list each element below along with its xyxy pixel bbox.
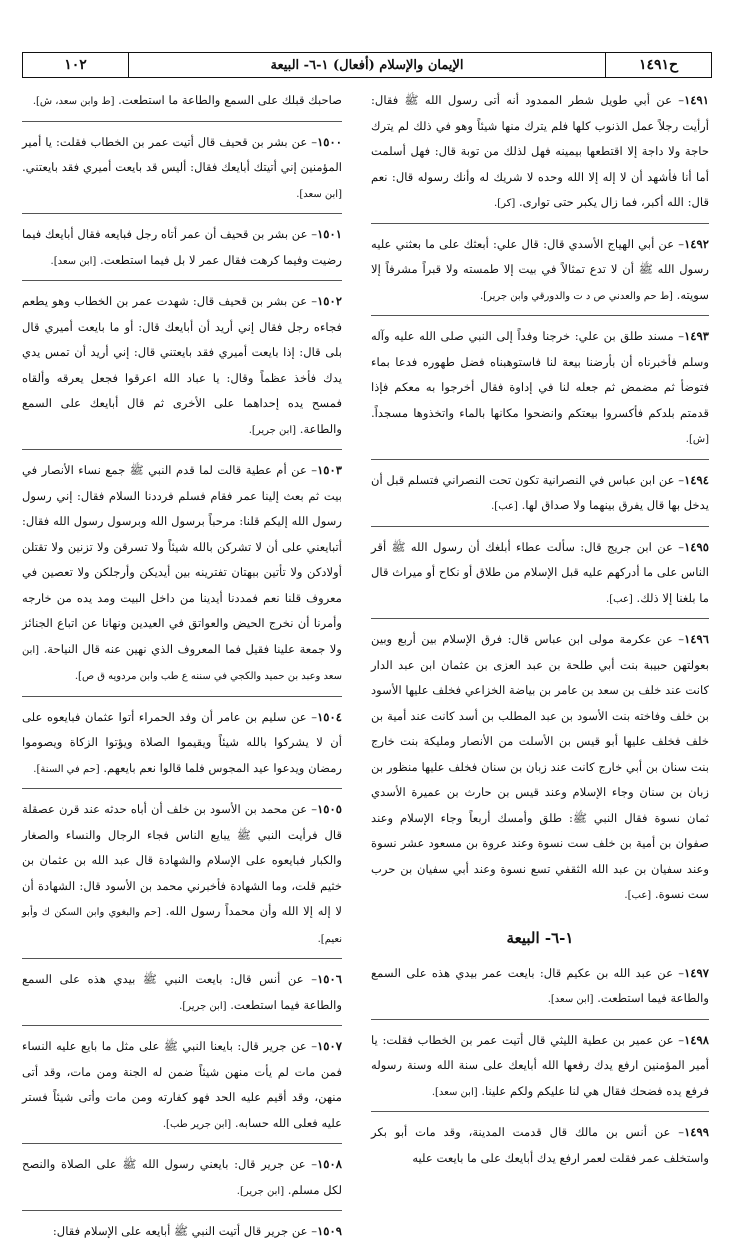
- hadith-entry: [22, 967, 342, 1019]
- hadith-entry: [22, 88, 342, 115]
- entry-source: [ابن سعد].: [431, 1086, 478, 1098]
- volume-marker: ح١٤٩١: [605, 53, 711, 77]
- entry-number: ١٥٠٠: [317, 134, 342, 149]
- hadith-entry: [22, 1034, 342, 1137]
- entry-source: [ابن جرير طب].: [162, 1118, 232, 1130]
- hadith-entry: [22, 289, 342, 443]
- hadith-entry: [371, 535, 709, 613]
- entry-text: – عن أبي الهياج الأسدي قال: قال علي: أبعثك على ما بعثني عليه رسول الله ﷺ أن لا تدع تمثالاً في بيت إلا طمسته ولا قبراً مشرفاً إلا سويته.: [371, 236, 709, 302]
- hadith-entry: [22, 797, 342, 952]
- entry-number: ١٥٠٧: [317, 1039, 342, 1053]
- entry-number: ١٤٩٢: [684, 236, 709, 251]
- entry-divider: [371, 618, 709, 619]
- entry-source: [حم في السنة].: [33, 763, 100, 775]
- entry-text: – عن عمير بن عطية الليثي قال أتيت عمر بن الخطاب فقلت: يا أمير المؤمنين ارفع يدك رفعها الله أبايعك على سنة الله وسنة رسوله فرفع يده فضحك فقال هي لنا عليكم ولكم علينا.: [371, 1032, 709, 1098]
- entry-number: ١٥٠١: [317, 227, 342, 241]
- entry-text: – عن أم عطية قالت لما قدم النبي ﷺ جمع نساء الأنصار في بيت ثم بعث إلينا عمر فقام فسلم فرددنا السلام فقال: إني رسول رسول الله إليكم قلنا: مرحباً برسول الله وبرسول رسول الله فقال: أتبايعني على أن لا تشركن بالله شيئاً ولا تسرقن ولا تزنين ولا تقتلن أولادكن ولا تأتين ببهتان تفترينه بين أيديكن وأرجلكن ولا تعصين في معروف قلنا نعم فمددنا أيدينا من داخل البيت ومد يده من خارجه وأمرنا أن نخرج الحيض والعواتق في العيدين ونهانا عن اتباع الجنائز ولا جمعة علينا فقيل فما المعروف الذي نهين عنه قال النياحة.: [22, 463, 343, 656]
- entry-source: [عب].: [624, 890, 652, 901]
- hadith-entry: [371, 627, 709, 909]
- entry-divider: [22, 1025, 342, 1026]
- entry-text: – عن محمد بن الأسود بن خلف أن أباه حدثه عند قرن عصقلة قال فرأيت النبي ﷺ يبايع الناس فجاء الرجال والنساء والصغار والكبار فبايعوه على الإسلام والشهادة قال عبد الله بن عثمان بن خثيم قلت، وما الشهادة فأخبرني محمد بن الأسود قال: الشهادة أن لا إله إلا الله وأن محمداً رسول الله.: [22, 802, 342, 918]
- entry-number: ١٥٠٦: [317, 972, 342, 986]
- entry-divider: [22, 280, 342, 281]
- entry-source: [ط وابن سعد، ش].: [32, 96, 115, 107]
- entry-number: ١٤٩١: [684, 93, 709, 107]
- entry-divider: [371, 1019, 709, 1020]
- entry-divider: [371, 223, 709, 224]
- entry-text: – عن جرير قال أتيت النبي ﷺ أبايعه على الإسلام فقال:: [52, 1224, 318, 1238]
- entry-divider: [22, 1143, 342, 1144]
- entry-text: – عن جرير قال: بايعنا النبي ﷺ على مثل ما بايع عليه النساء فمن مات لم يأت منهن شيئاً ضمن له الجنة ومن مات، وقد أتى منهن، وقد أقيم عليه الحد فهو كفارته ومن مات وأتى شيئاً فستر عليه فعلى الله حسابه.: [22, 1039, 342, 1130]
- entry-number: ١٥٠٤: [317, 709, 342, 724]
- entry-source: [عب].: [606, 593, 633, 605]
- entry-text: – عن سليم بن عامر أن وفد الحمراء أتوا عثمان فبايعوه على أن لا يشركوا بالله شيئاً ويقيموا الصلاة ويؤتوا الزكاة ويصوموا رمضان ويدعوا عيد المجوس فلما قالوا نعم بايعهم.: [22, 709, 342, 775]
- entry-number: ١٥٠٢: [317, 294, 342, 308]
- entry-source: [ابن سعد].: [50, 255, 97, 267]
- entry-source: [ط حم والعدني ص د ت والدورقي وابن جرير].: [479, 290, 673, 302]
- entry-number: ١٤٩٧: [684, 965, 709, 980]
- entry-text: – مسند طلق بن علي: خرجنا وفداً إلى النبي صلى الله عليه وآله وسلم فأخبرناه أن بأرضنا بيعة لنا فاستوهبناه فضل طهوره فدعا بماء فتوضأ ثم مضمض ثم جعله لنا في إداوة فقال أخرجوا به معكم فإذا قدمتم بلدكم فأكسروا بيعتكم وانضحوا مكانها بالماء واتخذوها مسجداً.: [371, 329, 709, 420]
- entry-divider: [371, 526, 709, 527]
- hadith-entry: [371, 1028, 709, 1106]
- entry-number: ١٤٩٥: [684, 539, 709, 554]
- entry-number: ١٥٠٣: [317, 463, 342, 477]
- entry-text: – عن عبد الله بن عكيم قال: بايعت عمر بيدي هذه على السمع والطاعة فيما استطعت.: [371, 965, 709, 1005]
- running-title: الإيمان والإسلام (أفعال) ١-٦- البيعة: [128, 53, 605, 77]
- entry-source: [ابن سعد].: [296, 188, 342, 200]
- entry-number: ١٤٩٣: [684, 329, 709, 343]
- entry-text: – عن أنس قال: بايعت النبي ﷺ بيدي هذه على السمع والطاعة فيما استطعت.: [22, 972, 342, 1012]
- hadith-entry: [371, 324, 709, 453]
- entry-number: ١٤٩٦: [684, 632, 709, 646]
- entry-source: [ابن جرير].: [236, 1185, 285, 1197]
- entry-source: [ش].: [685, 434, 709, 445]
- entry-text: – عن ابن عباس في النصرانية تكون تحت النصراني فتسلم قبل أن يدخل بها قال يفرق بينهما ولا صداق لها.: [371, 472, 709, 512]
- hadith-entry: [371, 1120, 709, 1171]
- entry-number: ١٤٩٩: [684, 1125, 709, 1139]
- entry-text: – عن عكرمة مولى ابن عباس قال: فرق الإسلام بين أربع وبين بعولتهن حبيبة بنت أبي طلحة بن عبد العزى بن عثمان ابن عبد الدار كانت عند خلف بن سعد بن عامر بن بياضة الخزاعي فخلف عليها الأسود بن خلف وفاخته بنت الأسود بن عبد المطلب بن أسد كانت عند أمية بن خلف فخلف عليها أبو قيس بن الأسلت من الأنصار ومليكة بنت خارج بنت سنان بن أبي خارج كانت عند زبان بن سنان فخلف عليها منظور بن زبان بن سنان وجاء الإسلام وعند قيس بن حارث بن عميرة الأسدي ثمان نسوة فقال النبي ﷺ: طلق وأمسك أربعاً وجاء الإسلام وعند صفوان بن أمية بن خلف ست نسوة وعند عروة بن مسعود عشر نسوة وعند سفيان بن عبد الله الثقفي تسع نسوة وعند أبي سفيان بن حرب ست نسوة.: [371, 632, 709, 901]
- entry-text: – عن بشر بن قحيف قال: شهدت عمر بن الخطاب وهو يطعم فجاءه رجل فقال إني أريد أن أبايعك قال: أو ما بايعت أميري قال بلى قال: إذا بايعت أميري فقد بايعتني قال: إني أريد أن تمس يدي يدك فأخذ عظماً وقال: يا عباد الله اعرقوا فجعل يعرقه وألقاه فمسح يده إحداهما على الأخرى ثم قال أبايعك على السمع والطاعة.: [22, 294, 342, 436]
- hadith-entry: [22, 130, 342, 208]
- left-column: [22, 88, 343, 1238]
- entry-divider: [371, 1111, 709, 1112]
- hadith-entry: [371, 468, 709, 520]
- entry-number: ١٤٩٤: [684, 472, 709, 487]
- hadith-entry: [371, 232, 709, 310]
- entry-source: [عب].: [491, 501, 518, 512]
- entry-source: [ابن جرير].: [248, 424, 297, 436]
- entry-source: [ابن سعد].: [547, 994, 594, 1005]
- entry-text: – عن ابن جريج قال: سألت عطاء أبلغك أن رسول الله ﷺ أقر الناس على ما أدركهم عليه قبل الإسلام من طلاق أو نكاح أو ميراث قال ما بلغنا إلا ذلك.: [371, 539, 709, 605]
- entry-divider: [22, 696, 342, 697]
- entry-divider: [22, 213, 342, 214]
- entry-text: – عن جرير قال: بايعني رسول الله ﷺ على الصلاة والنصح لكل مسلم.: [22, 1157, 342, 1197]
- hadith-entry: [371, 88, 709, 217]
- page-number: ١٠٢: [64, 57, 87, 73]
- hadith-entry: [371, 961, 709, 1013]
- entry-divider: [22, 449, 342, 450]
- entry-source: [حم والبغوي وابن السكن ك وأبو نعيم].: [22, 907, 342, 945]
- hadith-entry: [22, 1219, 342, 1245]
- entry-divider: [371, 315, 709, 316]
- entry-number: ١٥٠٨: [317, 1157, 342, 1171]
- entry-source: [كر].: [493, 198, 516, 209]
- entry-source: [ابن جرير].: [179, 1000, 227, 1012]
- entry-text: – عن أنس بن مالك قال قدمت المدينة، وقد مات أبو بكر واستخلف عمر فقلت لعمر ارفع يدك أبايعك على ما بايعت عليه: [371, 1125, 709, 1165]
- hadith-entry: [22, 222, 342, 274]
- hadith-entry: [22, 705, 342, 783]
- entry-number: ١٥٠٩: [317, 1224, 342, 1238]
- entry-divider: [22, 121, 342, 122]
- entry-number: ١٤٩٨: [684, 1032, 709, 1047]
- entry-text: – عن أبي طويل شطر الممدود أنه أتى رسول الله ﷺ فقال: أرأيت رجلاً عمل الذنوب كلها فلم يترك منها شيئاً وهو في ذلك لم يترك حاجة ولا داجة إلا اقتطعها بيمينه فهل لذلك من توبة قال: فهل أسلمت أما أنا فأشهد أن لا إله إلا الله وحده لا شريك له وأنك رسوله قال: نعم قال: الله أكبر، فما زال يكبر حتى توارى.: [371, 93, 709, 209]
- section-title: ١-٦- البيعة: [506, 928, 574, 947]
- entry-divider: [22, 1210, 342, 1211]
- hadith-entry: [22, 1152, 342, 1204]
- page-header: [22, 52, 712, 78]
- hadith-entry: [22, 458, 342, 690]
- entry-divider: [22, 958, 342, 959]
- entry-divider: [22, 788, 342, 789]
- entry-text: – عن بشر بن قحيف أن عمر أتاه رجل فبايعه فقال أبايعك فيما رضيت وفيما كرهت فقال عمر لا بل فيما استطعت.: [22, 227, 342, 267]
- entry-source: [ابن سعد وعبد بن حميد والكجي في سننه ع طب وابن مردويه ق ص].: [22, 644, 342, 682]
- entry-number: ١٥٠٥: [317, 802, 342, 816]
- entry-text: – عن بشر بن قحيف قال أتيت عمر بن الخطاب فقلت: يا أمير المؤمنين إني أتيتك أبايعك فقال: أليس قد بايعت أميري فقد بايعتني.: [22, 134, 342, 174]
- entry-text: صاحبك قبلك على السمع والطاعة ما استطعت.: [118, 93, 342, 107]
- entry-divider: [371, 459, 709, 460]
- right-column: [371, 88, 709, 1165]
